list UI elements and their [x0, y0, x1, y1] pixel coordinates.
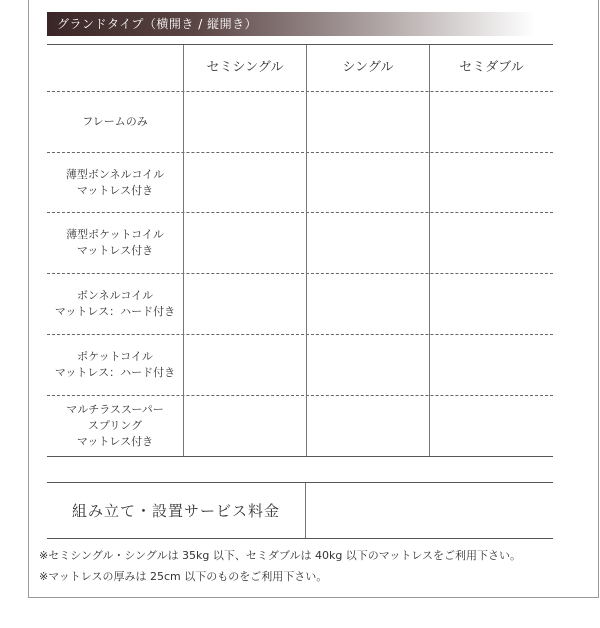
service-charge-label: 組み立て・設置サービス料金 [71, 501, 280, 520]
row-label-line: ボンネルコイル [76, 289, 154, 302]
column-header-single: シングル [342, 60, 394, 75]
price-cell [184, 92, 306, 152]
note-thickness-limit: ※マットレスの厚みは 25cm 以下のものをご利用下さい。 [39, 570, 328, 583]
service-charge-value [306, 483, 552, 537]
service-bottom-rule [47, 538, 553, 539]
row-label-line: ポケットコイル [77, 350, 153, 363]
price-cell [430, 92, 553, 152]
row-label-line: マットレス付き [76, 435, 154, 448]
price-cell [307, 92, 429, 152]
row-label-frame-only [47, 92, 183, 152]
row-label-line: マットレス：ハード付き [54, 366, 176, 379]
row-label-thin-pocket [47, 213, 183, 273]
note-weight-limit: ※セミシングル・シングルは 35kg 以下、セミダブルは 40kg 以下のマットレスをご利用下さい。 [39, 549, 522, 562]
column-header-semi-single: セミシングル [206, 60, 284, 75]
row-label-bonnell-hard [47, 274, 183, 334]
row-label-line: マルチラススーパー [66, 403, 164, 416]
row-label-line: フレームのみ [82, 115, 148, 128]
row-label-multi-lath [47, 396, 183, 456]
row-label-line: スプリング [87, 419, 143, 432]
column-header-semi-double: セミダブル [459, 60, 524, 75]
row-label-line: 薄型ポケットコイル [66, 228, 164, 241]
row-label-line: 薄型ボンネルコイル [65, 167, 165, 181]
row-label-pocket-hard [47, 335, 183, 395]
row-label-line: マットレス：ハード付き [54, 305, 176, 318]
row-label-line: マットレス付き [76, 183, 154, 197]
row-label-thin-bonnell [47, 153, 183, 212]
row-label-line: マットレス付き [76, 244, 154, 257]
section-title: グランドタイプ（横開き / 縦開き） [47, 12, 535, 36]
table-bottom-rule [47, 456, 553, 457]
